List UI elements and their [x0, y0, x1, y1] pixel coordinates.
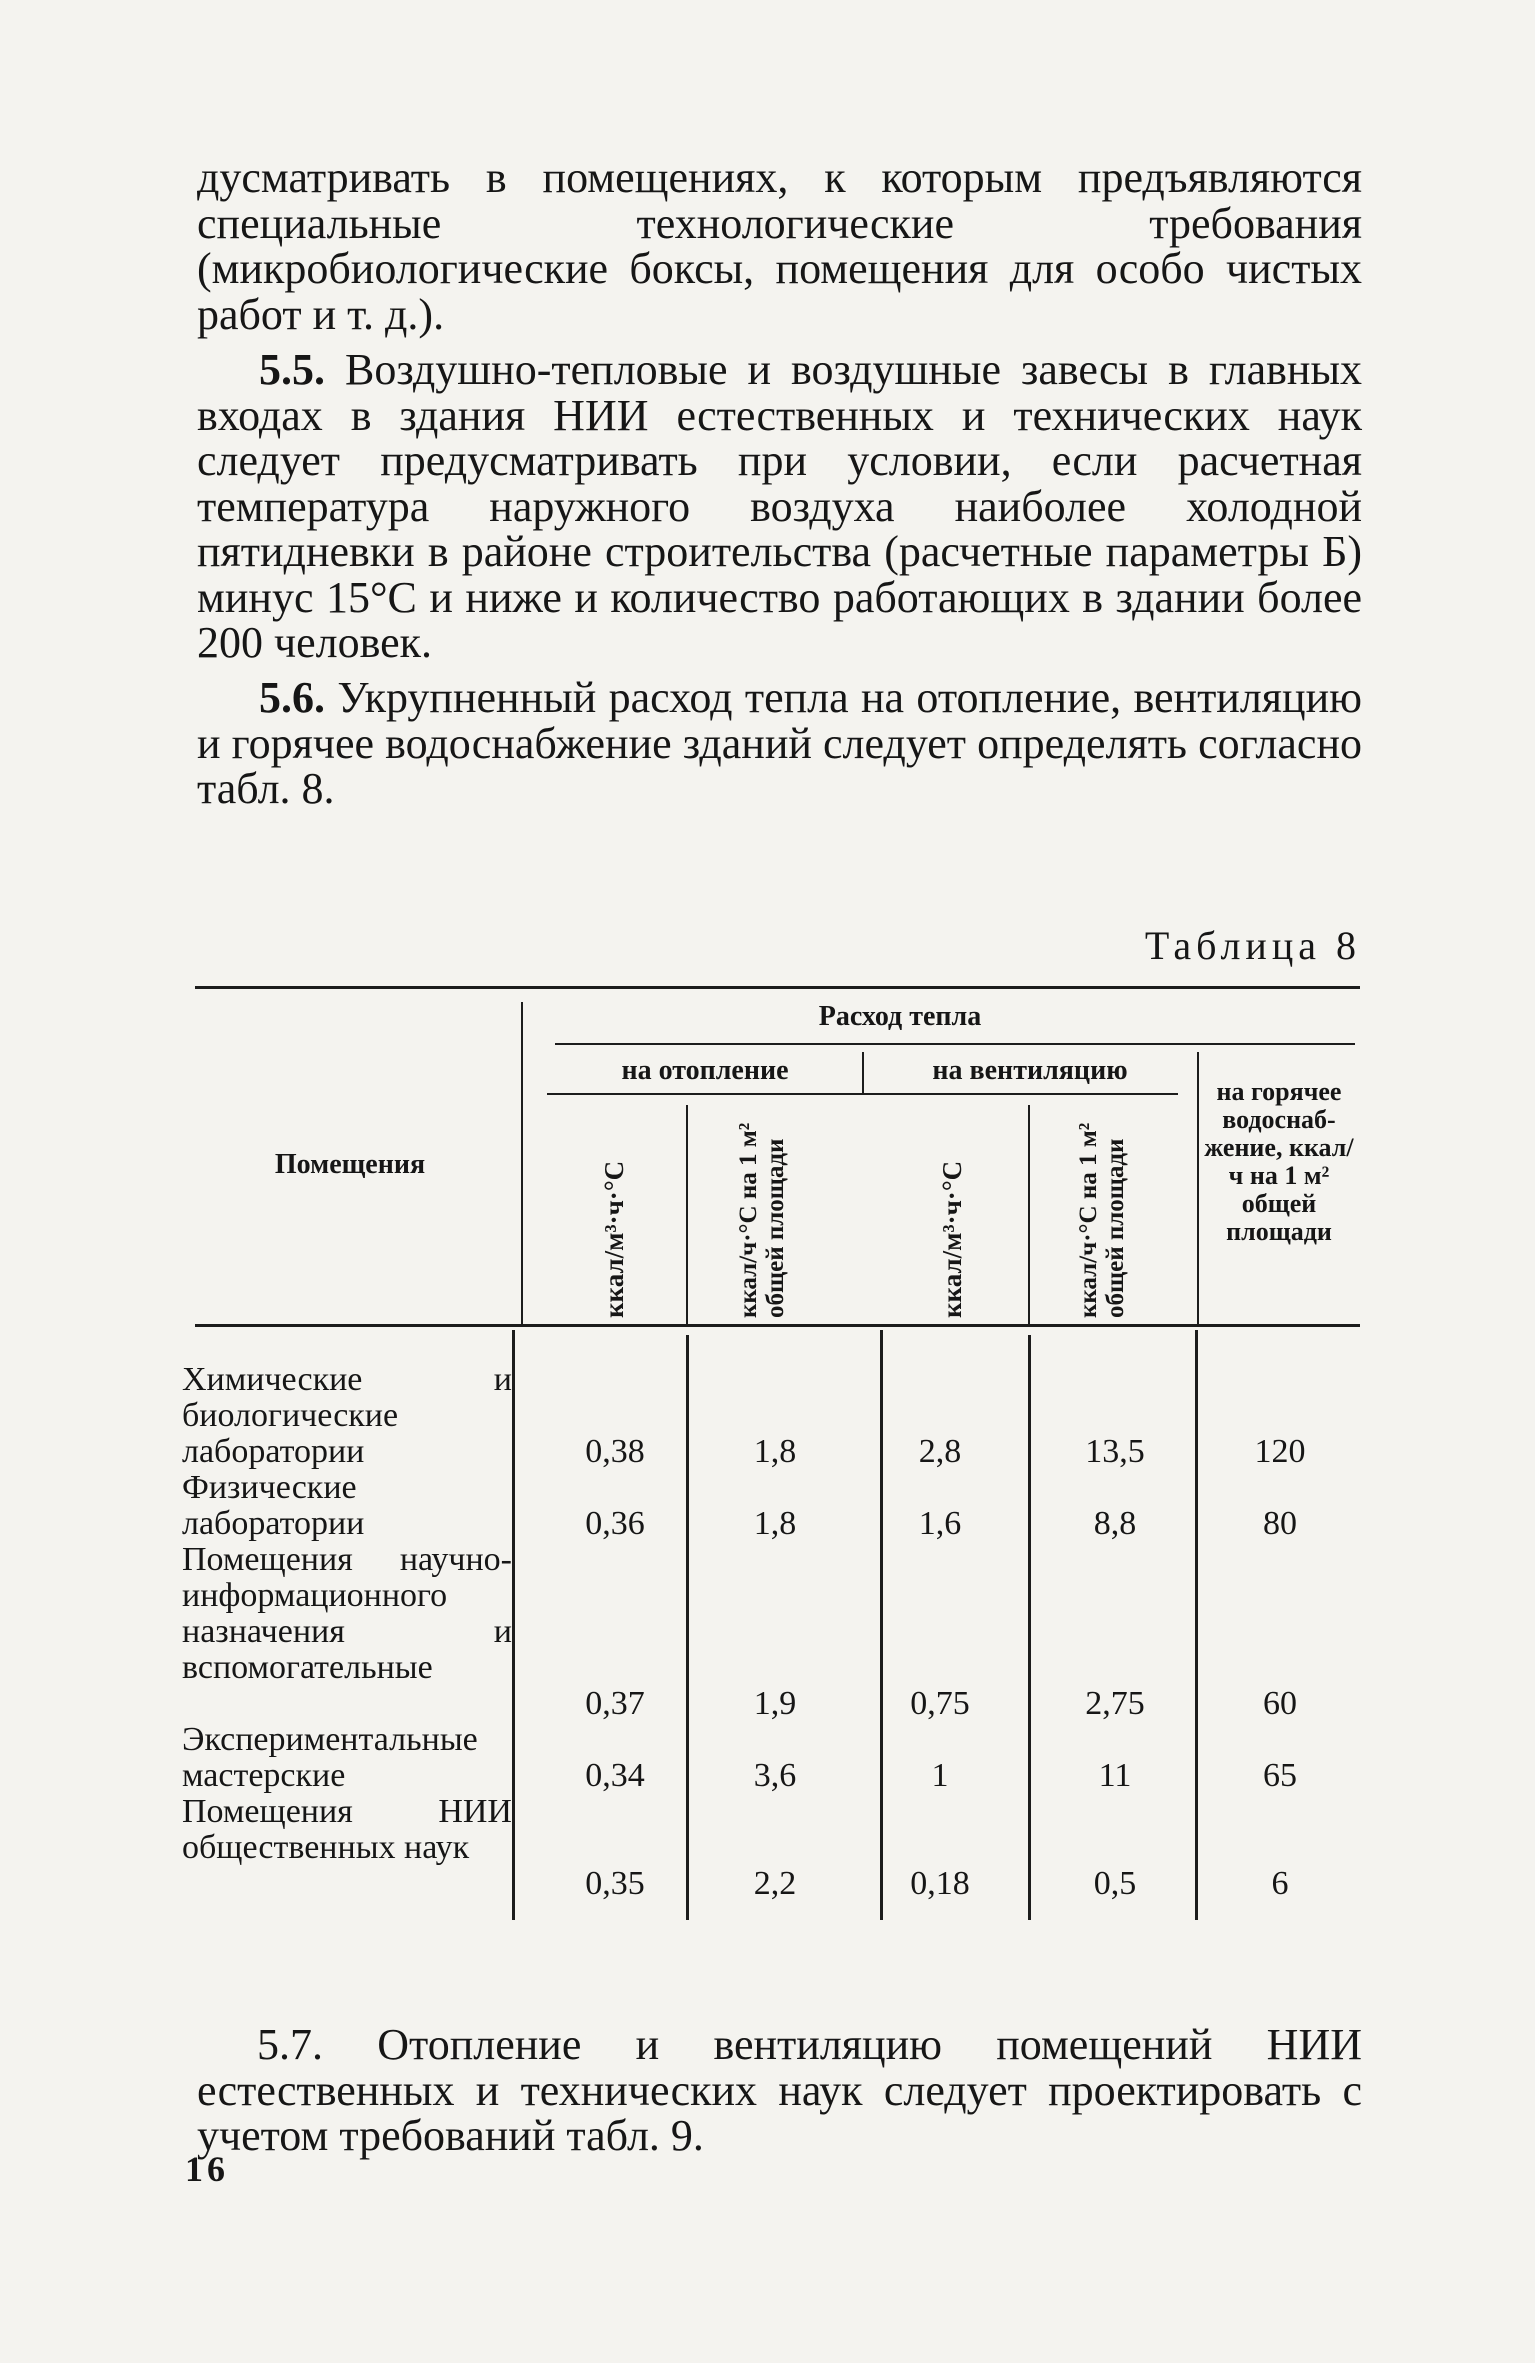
- cell-ventilation-volume: 2,8: [918, 1433, 962, 1470]
- row-name: Помещения научно-информационного назначения и вспомогательные: [182, 1541, 512, 1686]
- cell-hot-water: 120: [1254, 1433, 1306, 1470]
- cell-hot-water: 80: [1263, 1505, 1297, 1542]
- rooms-divider: [521, 1002, 523, 1326]
- cell-heating-volume: 0,34: [585, 1757, 645, 1794]
- group-underline: [555, 1043, 1355, 1045]
- paragraph-text: Укрупненный расход тепла на отопление, вентиляцию и горячее водоснабжение зданий следует определять согласно табл. 8.: [197, 673, 1363, 813]
- paragraph-number: 5.6.: [259, 673, 325, 722]
- header-heating-per-area: ккал/ч·°С на 1 м² общей площади: [735, 1122, 789, 1318]
- header-heat-consumption: Расход тепла: [818, 1001, 982, 1032]
- cell-hot-water: 65: [1263, 1757, 1297, 1794]
- hotwater-divider: [1197, 1052, 1199, 1326]
- col-divider-1: [512, 1330, 515, 1920]
- cell-heating-area: 1,9: [753, 1685, 797, 1722]
- cell-heating-area: 3,6: [753, 1757, 797, 1794]
- row-name: Химические и биологические лаборатории: [182, 1361, 512, 1470]
- cell-heating-area: 2,2: [753, 1865, 797, 1902]
- cell-hot-water: 60: [1263, 1685, 1297, 1722]
- intro-paragraph: дусматривать в помещениях, к которым предъявляются специальные технологические требования (микробиологические боксы, помещения для особо чистых работ и т. д.).: [197, 153, 1362, 339]
- row-name: Экспериментальные мастерские: [182, 1721, 478, 1794]
- cell-ventilation-area: 2,75: [1085, 1685, 1145, 1722]
- paragraph-5-7: 5.7. Отопление и вентиляцию помещений НИИ естественных и технических наук следует проектировать с учетом требований табл. 9.: [197, 2020, 1362, 2160]
- cell-ventilation-area: 0,5: [1093, 1865, 1137, 1902]
- cell-heating-volume: 0,36: [585, 1505, 645, 1542]
- col-divider-2b: [686, 1335, 689, 1920]
- cell-heating-volume: 0,37: [585, 1685, 645, 1722]
- header-heating: на отопление: [621, 1055, 789, 1086]
- header-bottom-rule: [195, 1324, 1360, 1327]
- cell-heating-area: 1,8: [753, 1433, 797, 1470]
- cell-ventilation-area: 11: [1098, 1757, 1132, 1794]
- cell-ventilation-area: 13,5: [1085, 1433, 1145, 1470]
- col-divider-2: [686, 1105, 688, 1325]
- row-name: Помещения НИИ общественных наук: [182, 1793, 512, 1866]
- header-ventilation-per-volume: ккал/м³·ч·°С: [937, 1160, 967, 1318]
- cell-ventilation-volume: 0,18: [910, 1865, 970, 1902]
- paragraph-5-6: [197, 675, 1362, 812]
- paragraph-number: 5.5.: [259, 345, 325, 394]
- cell-heating-area: 1,8: [753, 1505, 797, 1542]
- heating-vent-divider: [862, 1052, 864, 1095]
- row-name: Физические лаборатории: [182, 1469, 365, 1542]
- subgroup-underline-ventilation: [882, 1093, 1178, 1095]
- header-hot-water: на горячее водоснаб-жение, ккал/ч на 1 м² общей площади: [1204, 1077, 1354, 1246]
- cell-ventilation-volume: 0,75: [910, 1685, 970, 1722]
- table-top-rule: [195, 986, 1360, 989]
- header-ventilation: на вентиляцию: [932, 1055, 1128, 1086]
- paragraph-text: Воздушно-тепловые и воздушные завесы в главных входах в здания НИИ естественных и технических наук следует предусматривать при условии, если расчетная температура наружного воздуха наиболее холодной пятидневки в районе строительства (расчетные параметры Б) минус 15°С и ниже и количество работающих в здании более 200 человек.: [197, 345, 1363, 667]
- col-divider-3: [880, 1330, 883, 1920]
- table-caption: Таблица 8: [1144, 923, 1361, 968]
- col-divider-4b: [1028, 1335, 1031, 1920]
- cell-heating-volume: 0,38: [585, 1433, 645, 1470]
- cell-ventilation-area: 8,8: [1093, 1505, 1137, 1542]
- cell-ventilation-volume: 1,6: [918, 1505, 962, 1542]
- header-ventilation-per-area: ккал/ч·°С на 1 м² общей площади: [1075, 1122, 1129, 1318]
- paragraph-5-5: [197, 347, 1362, 666]
- col-divider-5: [1195, 1330, 1198, 1920]
- header-heating-per-volume: ккал/м³·ч·°С: [599, 1160, 629, 1318]
- cell-hot-water: 6: [1271, 1865, 1289, 1902]
- cell-ventilation-volume: 1: [931, 1757, 949, 1794]
- header-rooms: Помещения: [274, 1149, 426, 1180]
- col-divider-4: [1028, 1105, 1030, 1325]
- subgroup-underline-heating: [547, 1093, 882, 1095]
- page-number: 16: [185, 2149, 229, 2189]
- cell-heating-volume: 0,35: [585, 1865, 645, 1902]
